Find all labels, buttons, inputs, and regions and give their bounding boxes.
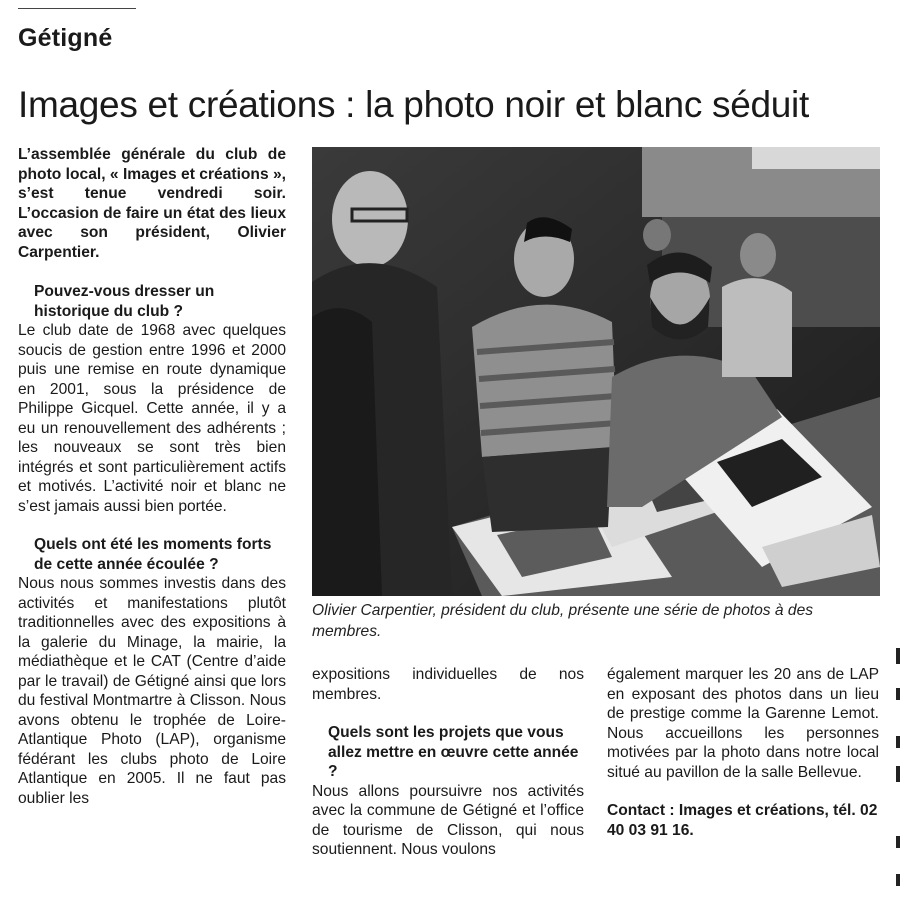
location-kicker: Gétigné [18,24,113,52]
top-rule [18,8,136,9]
adjacent-column-edge [896,736,900,748]
column-2 [312,665,584,860]
adjacent-column-edge [896,874,900,886]
question-1: Pouvez-vous dresser un historique du club ? [34,283,215,320]
adjacent-column-edge [896,688,900,700]
article-headline: Images et créations : la photo noir et blanc séduit [18,84,809,125]
photo-caption: Olivier Carpentier, président du club, présente une série de photos à des membres. [312,602,814,640]
adjacent-column-edge [896,648,900,664]
answer-3-part-1: Nous allons poursuivre nos activités avec la commune de Gétigné et l’office de tourisme de Clisson, qui nous soutiennent. Nous voulons [312,782,584,858]
club-members-photo [312,147,880,596]
adjacent-column-edge [896,766,900,782]
contact-info: Contact : Images et créations, tél. 02 40 03 91 16. [607,802,878,839]
column-1 [18,145,286,808]
answer-2-part-1: Nous nous sommes investis dans des activités et manifestations plutôt traditionnelles avec des expositions à la galerie du Minage, la mairie, la médiathèque et le CAT (Centre d’aide par le travail) de Gétigné ainsi que lors du festival Montmartre à Clisson. Nous avons obtenu le trophée de Loire-Atlantique Photo (LAP), organisme fédérant les clubs photo de Loire Atlantique en 2005. Il ne faut pas oublier les [18,575,286,807]
question-2: Quels ont été les moments forts de cette année écoulée ? [34,536,272,573]
adjacent-column-edge [896,836,900,848]
answer-1: Le club date de 1968 avec quelques soucis de gestion entre 1996 et 2000 puis une remise en route dynamique en 2001, sous la présidence de Philippe Gicquel. Cette année, il y a eu un renouvellement des adhérents ; les nouveaux se sont très bien intégrés et sont particulièrement actifs et motivés. L’activité noir et blanc ne s’est jamais aussi bien portée. [18,322,286,515]
article-lead: L’assemblée générale du club de photo local, « Images et créations », s’est tenue vendredi soir. L’occasion de faire un état des lieux avec son président, Olivier Carpentier. [18,146,286,261]
photo-illustration [312,147,880,596]
question-3: Quels sont les projets que vous allez mettre en œuvre cette année ? [328,724,579,780]
answer-3-part-2: également marquer les 20 ans de LAP en exposant des photos dans un lieu de prestige comme la Garenne Lemot. Nous accueillons les personnes motivées par la photo dans notre local situé au pavillon de la salle Bellevue. [607,666,879,781]
answer-2-part-2: expositions individuelles de nos membres. [312,666,584,703]
column-3 [607,665,879,856]
